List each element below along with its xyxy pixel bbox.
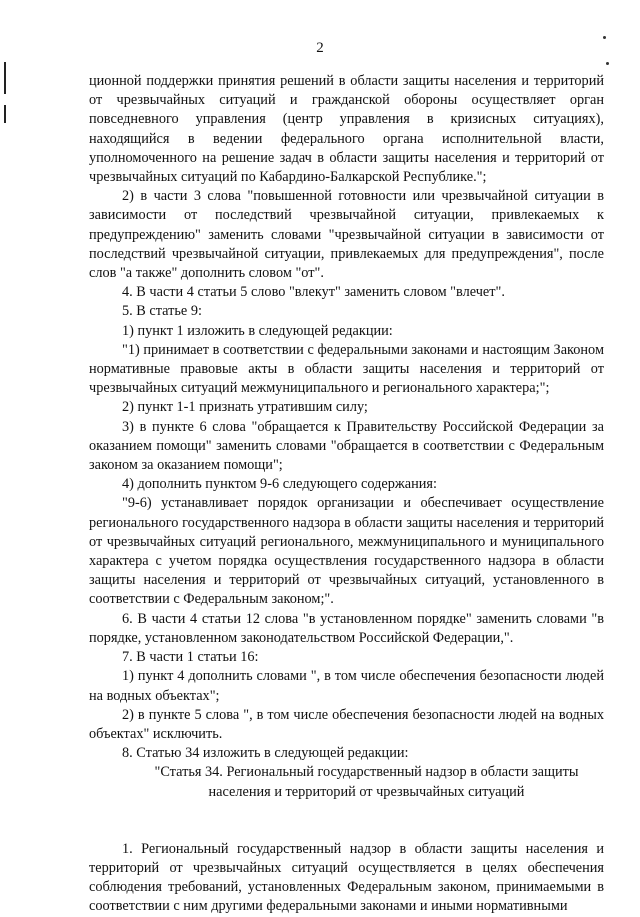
- paragraph-article16-item4: 1) пункт 4 дополнить словами ", в том числе обеспечения безопасности людей на водных объектах";: [89, 668, 604, 704]
- paragraph-item1-text: "1) принимает в соответствии с федеральными законами и настоящим Законом нормативные правовые акты в области защиты населения и территорий от чрезвычайных ситуаций межмуниципального и регионального характера;";: [89, 341, 604, 397]
- article-34-title-line2: населения и территорий от чрезвычайных ситуаций: [208, 783, 525, 800]
- paragraph-continuation: ционной поддержки принятия решений в области защиты населения и территорий от чрезвычайных ситуаций и гражданской обороны осуществляет орган повседневного управления (центр управления в кризисных ситуациях), находящийся в ведении федерального органа исполнительной власти, уполномоченного на решение задач в области защиты населения и территорий от чрезвычайных ситуаций по Кабардино-Балкарской Республике.";: [89, 73, 604, 186]
- scan-margin-mark-bottom: [4, 105, 6, 123]
- article-34-title-line1: "Статья 34. Региональный государственный надзор в области защиты: [154, 764, 579, 781]
- paragraph-article16-item5: 2) в пункте 5 слова ", в том числе обеспечения безопасности людей на водных объектах" исключить.: [89, 706, 604, 742]
- article-34-title: [89, 763, 604, 801]
- paragraph-article34-part1: 1. Региональный государственный надзор в области защиты населения и территорий от чрезвычайных ситуаций осуществляется в целях обеспечения соблюдения требований, установленных Федеральным законом, принимаемыми в соответствии с ним другими федеральными законами и иными нормативными: [89, 840, 604, 915]
- paragraph-item9-6-heading: 4) дополнить пунктом 9-6 следующего содержания:: [122, 476, 437, 493]
- paragraph-article34-heading: 8. Статью 34 изложить в следующей редакции:: [122, 745, 409, 762]
- paragraph-item9-6-text: "9-6) устанавливает порядок организации и обеспечивает осуществление регионального государственного надзора в области защиты населения и территорий от чрезвычайных ситуаций регионального, межмуниципального и муниципального характера с учетом порядка осуществления государственного надзора в области защиты населения и территорий от чрезвычайных ситуаций, установленного в соответствии с Федеральным законом;".: [89, 495, 604, 608]
- paragraph-article9-heading: 5. В статье 9:: [122, 303, 202, 320]
- paragraph-article12-amendment: 6. В части 4 статьи 12 слова "в установленном порядке" заменить словами "в порядке, установленном законодательством Российской Федерации,".: [89, 610, 604, 646]
- scan-speck-2: [606, 62, 609, 65]
- scan-speck-1: [603, 36, 606, 39]
- paragraph-item1-heading: 1) пункт 1 изложить в следующей редакции:: [122, 322, 393, 339]
- paragraph-item6-amendment: 3) в пункте 6 слова "обращается к Правительству Российской Федерации за оказанием помощи" заменить словами "обращается в соответствии с Федеральным законом за оказанием помощи";: [89, 418, 604, 474]
- scan-margin-mark-top: [4, 62, 6, 94]
- paragraph-article5-amendment: 4. В части 4 статьи 5 слово "влекут" заменить словом "влечет".: [122, 284, 505, 301]
- page-number: 2: [316, 40, 324, 56]
- document-body: [89, 72, 604, 917]
- paragraph-item1-1-repeal: 2) пункт 1-1 признать утратившим силу;: [122, 399, 368, 416]
- paragraph-part3-amendment: 2) в части 3 слова "повышенной готовности или чрезвычайной ситуации в зависимости от последствий чрезвычайной ситуации, привлекаемых к предупреждению" заменить словами "чрезвычайной ситуации в зависимости от последствий чрезвычайной ситуации, привлекаемых для предупреждения", после слов "а также" дополнить словом "от".: [89, 188, 604, 282]
- paragraph-article16-heading: 7. В части 1 статьи 16:: [122, 649, 259, 666]
